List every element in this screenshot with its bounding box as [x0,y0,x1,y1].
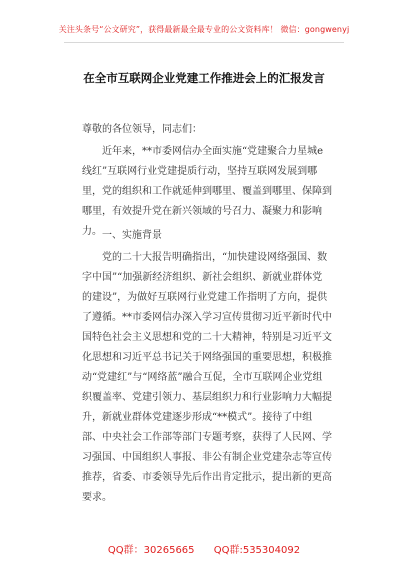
document-title: 在全市互联网企业党建工作推进会上的汇报发言 [83,71,325,85]
header-divider [64,42,344,43]
paragraph-background: 党的二十大报告明确指出，“加快建设网络强国、数字中国”“加强新经济组织、新社会组织、新就业群体党的建设”，为做好互联网行业党建工作指明了方向，提供了遵循。**市委网信办深入学习宣传贯彻习近平新时代中国特色社会主义思想和党的二十大精神，特别是习近平文化思想和习近平总书记关于网络强国的重要思想，积极推动“党建红”与“网络蓝”融合互促，全市互联网企业党组织覆盖率、党建引领力、基层组织力和行业影响力大幅提升，新就业群体党建逐步形成“**模式”。接待了中组部、中央社会工作部等部门专题考察，获得了人民网、学习强国、中国组织人事报、非公有制企业党建杂志等宣传推荐，省委、市委领导先后作出肯定批示，提出新的更高要求。 [82,252,332,503]
salutation: 尊敬的各位领导，同志们： [82,124,202,135]
footer-qq-group-1: QQ群：30265665 [107,545,195,556]
paragraph-intro: 近年来，**市委网信办全面实施“党建聚合力星城e线红”互联网行业党建提质行动，坚持互联网发展到哪里，党的组织和工作就延伸到哪里、覆盖到哪里、保障到哪里，有效提升党在新兴领域的号召力、凝聚力和影响力。 [82,146,332,237]
section-heading: 一、实施背景 [102,230,162,241]
footer-qq-group-2: QQ群:535304092 [213,545,301,556]
promo-banner: 关注头条号“公文研究”，获得最新最全最专业的公文资料库！ 微信：gongwenyj [58,25,350,34]
footer-contact [0,541,408,556]
